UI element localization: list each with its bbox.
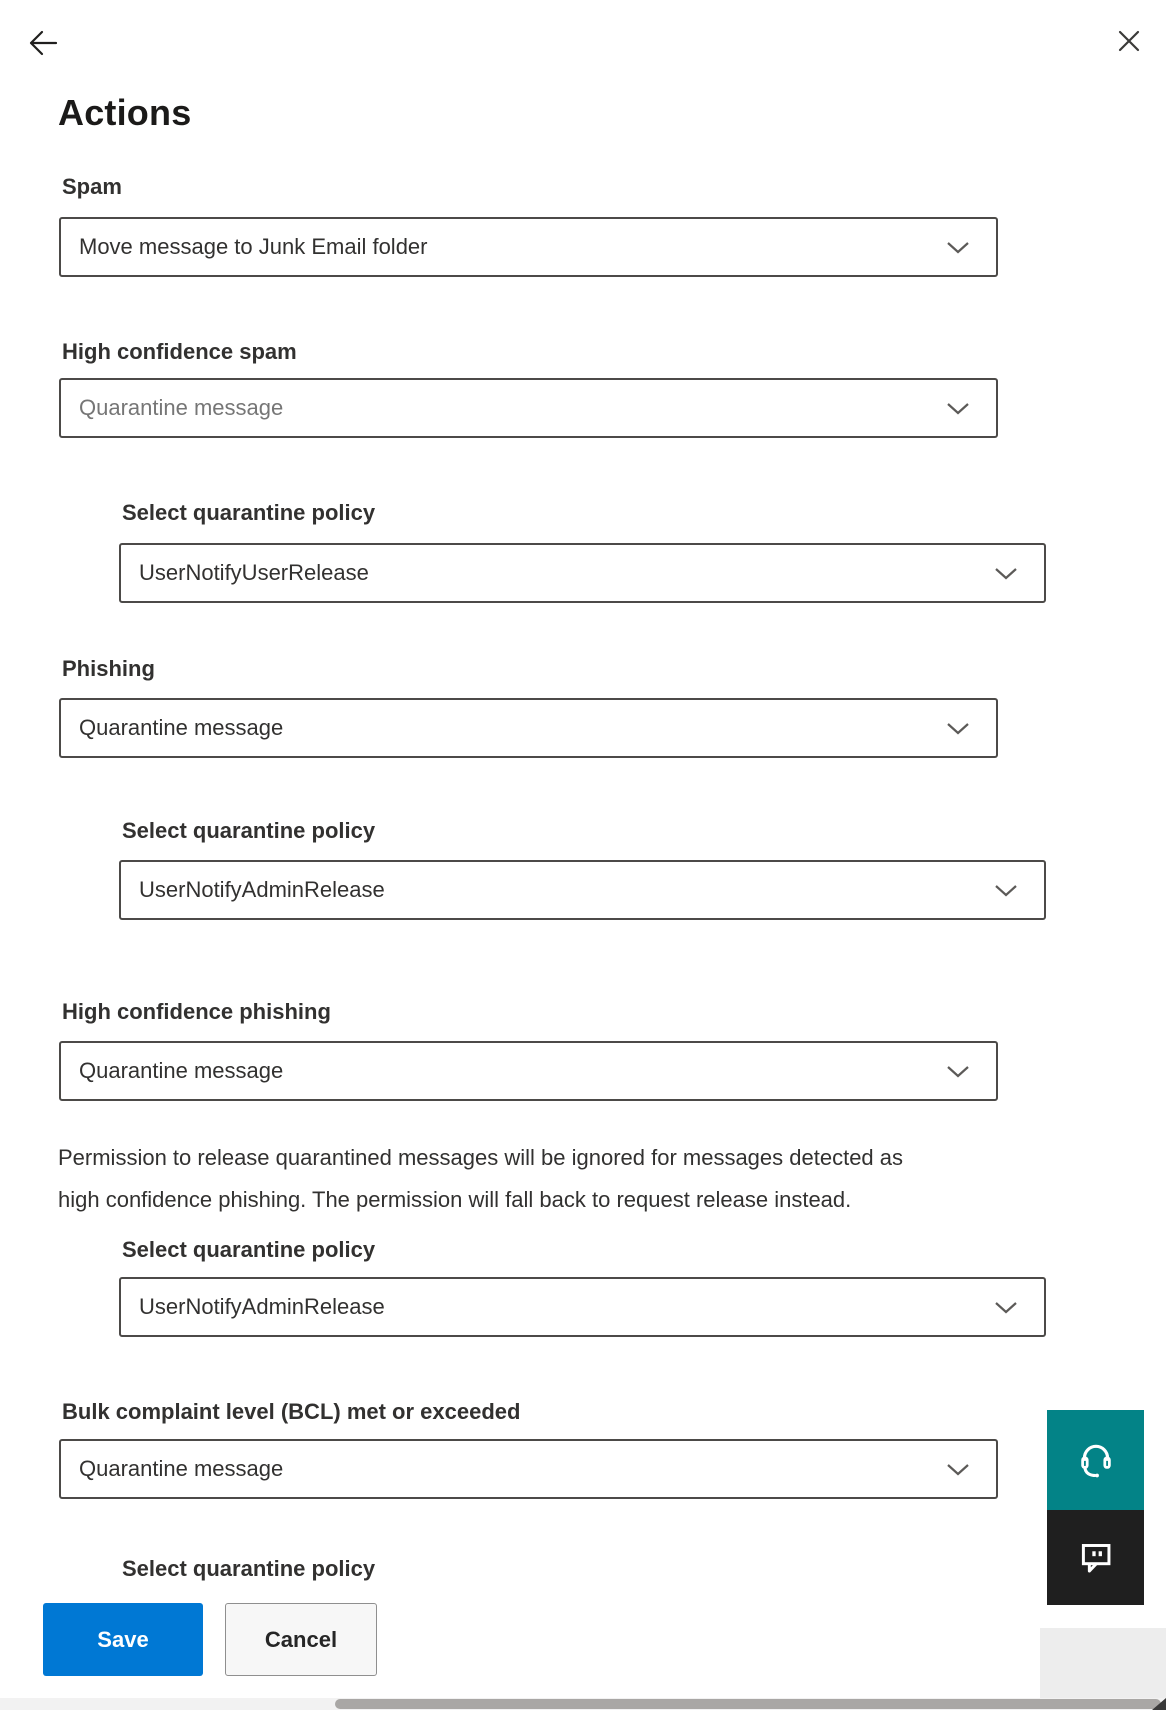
permission-note-line2: high confidence phishing. The permission will fall back to request release instead. — [58, 1187, 852, 1212]
chevron-down-icon — [946, 722, 970, 740]
page-title: Actions — [58, 92, 192, 133]
chevron-down-icon — [994, 884, 1018, 902]
spam-action-dropdown[interactable] — [59, 217, 998, 277]
chevron-down-icon — [946, 402, 970, 420]
horizontal-scrollbar-thumb[interactable] — [335, 1699, 1161, 1709]
chevron-down-icon — [994, 567, 1018, 585]
select-quarantine-policy-label: Select quarantine policy — [122, 818, 376, 843]
mouse-cursor — [1150, 1698, 1166, 1710]
chevron-down-icon — [946, 1463, 970, 1481]
quarantine-policy-dropdown-hc-phishing[interactable] — [119, 1277, 1046, 1337]
feedback-button[interactable] — [1047, 1510, 1144, 1605]
dropdown-value: Quarantine message — [79, 1058, 284, 1083]
select-quarantine-policy-label-clipped: Select quarantine policy — [122, 1556, 376, 1581]
spam-label: Spam — [62, 174, 122, 199]
bcl-action-dropdown[interactable] — [59, 1439, 998, 1499]
dropdown-value: UserNotifyAdminRelease — [139, 1294, 385, 1319]
chat-feedback-icon — [1075, 1535, 1117, 1580]
dropdown-value: Quarantine message — [79, 715, 284, 740]
dropdown-value: UserNotifyAdminRelease — [139, 877, 385, 902]
headset-icon — [1074, 1437, 1118, 1484]
bcl-label: Bulk complaint level (BCL) met or exceeded — [62, 1399, 521, 1424]
quarantine-policy-dropdown-phishing[interactable] — [119, 860, 1046, 920]
permission-note-line1: Permission to release quarantined messages will be ignored for messages detected as — [58, 1145, 904, 1170]
dropdown-value: UserNotifyUserRelease — [139, 560, 369, 585]
chevron-down-icon — [946, 1065, 970, 1083]
close-button[interactable] — [1114, 26, 1144, 56]
high-confidence-phishing-action-dropdown[interactable] — [59, 1041, 998, 1101]
select-quarantine-policy-label: Select quarantine policy — [122, 1237, 376, 1262]
save-button[interactable]: Save — [43, 1603, 203, 1676]
help-button[interactable] — [1047, 1410, 1144, 1510]
dropdown-value: Quarantine message — [79, 1456, 284, 1481]
chevron-down-icon — [994, 1301, 1018, 1319]
back-button[interactable] — [24, 28, 60, 58]
high-confidence-phishing-label: High confidence phishing — [62, 999, 331, 1024]
cancel-button[interactable]: Cancel — [225, 1603, 377, 1676]
close-icon — [1114, 44, 1144, 59]
select-quarantine-policy-label: Select quarantine policy — [122, 500, 376, 525]
back-arrow-icon — [24, 46, 60, 61]
high-confidence-spam-action-dropdown[interactable] — [59, 378, 998, 438]
phishing-action-dropdown[interactable] — [59, 698, 998, 758]
phishing-label: Phishing — [62, 656, 155, 681]
chevron-down-icon — [946, 241, 970, 259]
quarantine-policy-dropdown-spam[interactable] — [119, 543, 1046, 603]
dropdown-value: Move message to Junk Email folder — [79, 234, 428, 259]
high-confidence-spam-label: High confidence spam — [62, 339, 297, 364]
dropdown-value: Quarantine message — [79, 395, 284, 420]
